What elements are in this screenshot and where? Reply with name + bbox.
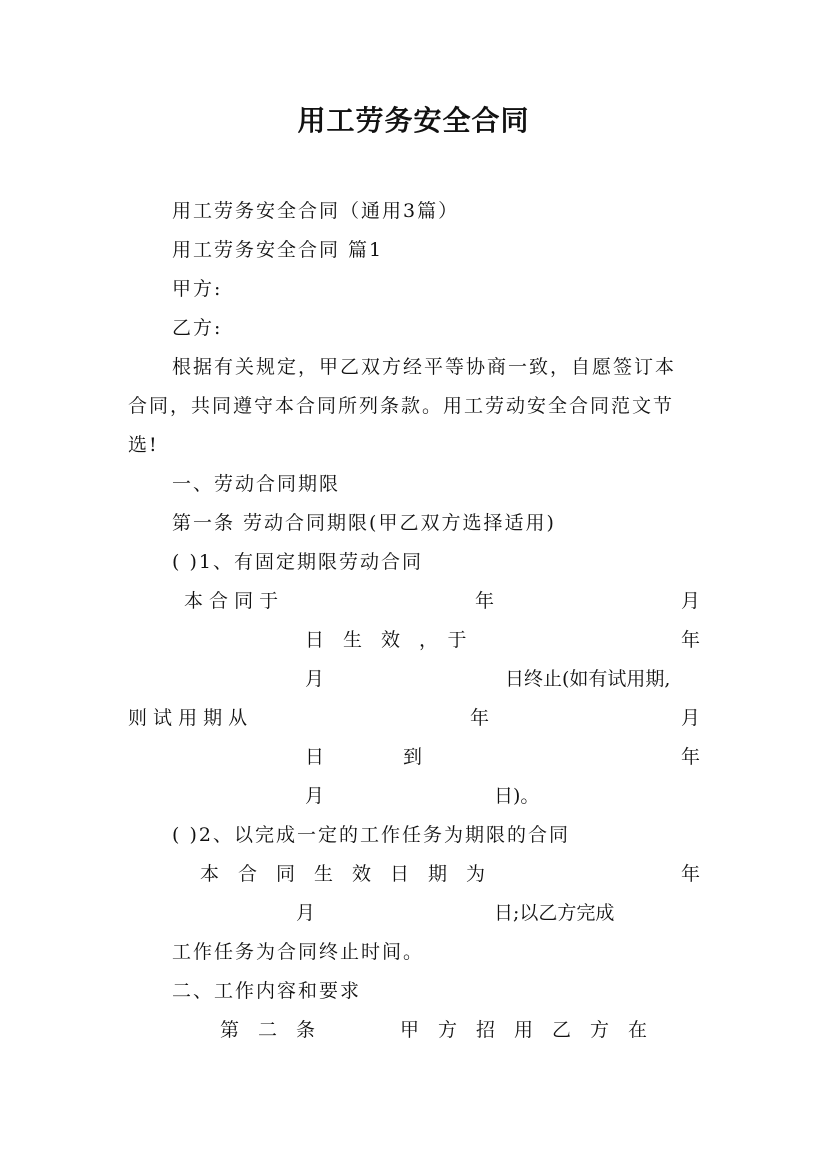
form-text: 日 生 效 ， 于 xyxy=(305,629,467,651)
paragraph-line: 合同，共同遵守本合同所列条款。用工劳动安全合同范文节 xyxy=(128,395,675,417)
form-text: 日)。 xyxy=(494,785,540,807)
chapter-heading: 二、工作内容和要求 xyxy=(172,980,362,1002)
form-text: 年 xyxy=(681,746,701,768)
document-title: 用工劳务安全合同 xyxy=(297,104,530,137)
option-line: ( )2、以完成一定的工作任务为期限的合同 xyxy=(172,824,570,846)
form-text: 月 xyxy=(305,785,325,807)
form-text: 本 合 同 于 xyxy=(184,590,279,612)
form-text: 第 二 条 xyxy=(220,1019,316,1041)
form-text: 年 xyxy=(681,863,701,885)
form-text: 到 xyxy=(403,746,423,768)
option-line: ( )1、有固定期限劳动合同 xyxy=(172,551,423,573)
section-heading-1: 用工劳务安全合同 篇1 xyxy=(172,239,384,261)
form-text: 年 xyxy=(475,590,495,612)
form-text: 日 xyxy=(305,746,325,768)
form-text: 则 试 用 期 从 xyxy=(128,707,248,729)
form-text: 月 xyxy=(296,902,316,924)
form-text: 日终止(如有试用期, xyxy=(505,668,671,690)
article-heading: 第一条 劳动合同期限(甲乙双方选择适用) xyxy=(172,512,556,534)
form-text: 年 xyxy=(470,707,490,729)
form-text: 甲 方 招 用 乙 方 在 xyxy=(400,1019,648,1041)
form-text: 本 合 同 生 效 日 期 为 xyxy=(200,863,486,885)
paragraph-line: 选! xyxy=(128,434,159,456)
chapter-heading: 一、劳动合同期限 xyxy=(172,473,341,495)
form-text: 日;以乙方完成 xyxy=(494,902,615,924)
paragraph-line: 工作任务为合同终止时间。 xyxy=(172,941,425,963)
form-text: 年 xyxy=(681,629,701,651)
subtitle-line: 用工劳务安全合同（通用3篇） xyxy=(172,200,460,222)
form-text: 月 xyxy=(681,707,701,729)
party-b-label: 乙方: xyxy=(172,317,223,339)
paragraph-line: 根据有关规定，甲乙双方经平等协商一致，自愿签订本 xyxy=(172,356,677,378)
form-text: 月 xyxy=(681,590,701,612)
party-a-label: 甲方: xyxy=(172,278,223,300)
form-text: 月 xyxy=(305,668,325,690)
